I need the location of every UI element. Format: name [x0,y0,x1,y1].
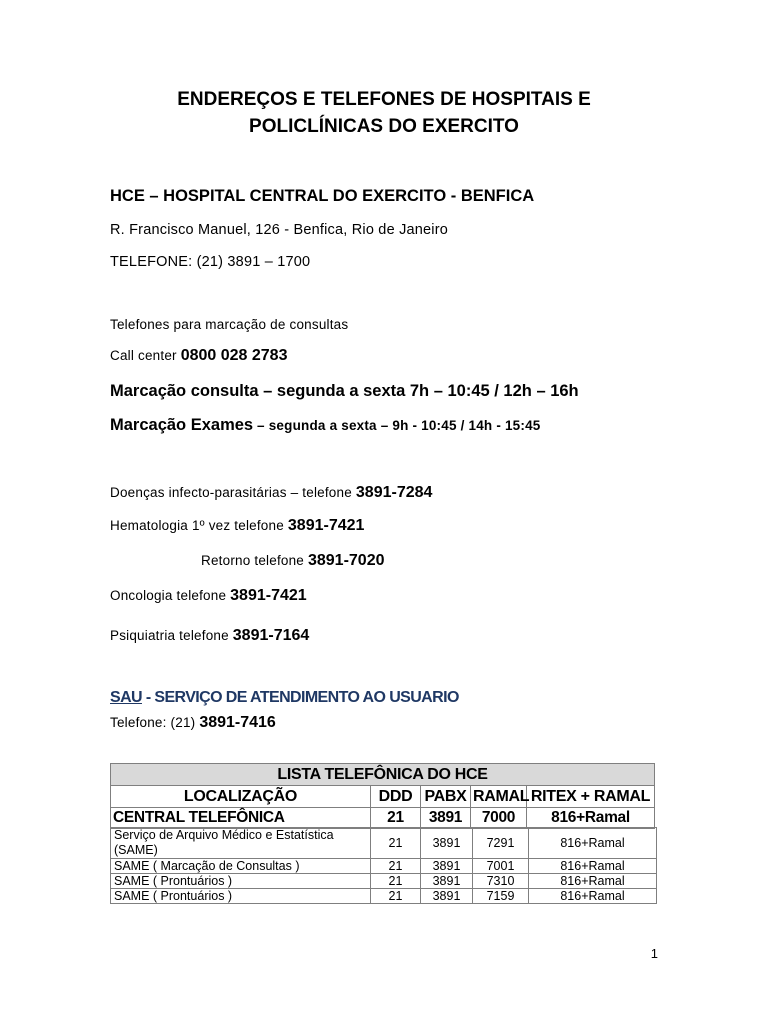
phone-label: Hematologia 1º vez telefone [110,518,288,533]
sau-telefone-number: 3891-7416 [199,714,276,731]
marcacao-consulta: Marcação consulta – segunda a sexta 7h – 10:45 / 12h – 16h [110,382,579,400]
sau-telefone-label: Telefone: (21) [110,715,200,730]
phone-number: 3891-7284 [355,484,433,501]
table-cell: 816+Ramal [529,889,657,904]
table-cell: 3891 [421,828,473,859]
table-title-row [111,764,655,786]
table-cell: 21 [371,874,421,889]
column-header: PABX [421,786,471,808]
column-header: DDD [371,786,421,808]
phone-line [201,552,385,570]
phone-label: Oncologia telefone [110,588,231,603]
call-center-number: 0800 028 2783 [180,347,288,364]
table-cell: 3891 [421,808,471,829]
hce-address: R. Francisco Manuel, 126 - Benfica, Rio de Janeiro [110,222,449,238]
table-cell: 7159 [473,889,529,904]
table-cell: 3891 [421,874,473,889]
page-number: 1 [650,946,658,961]
table-row [111,889,657,904]
column-header: RITEX + RAMAL [527,786,655,808]
table-row [111,874,657,889]
phone-label: Psiquiatria telefone [110,628,233,643]
phone-number: 3891-7421 [230,587,307,604]
phone-number: 3891-7164 [232,627,310,644]
table-cell: 21 [371,859,421,874]
table-cell: 7310 [473,874,529,889]
phone-label: Doenças infecto-parasitárias – telefone [110,485,356,500]
page-title-line-2: POLICLÍNICAS DO EXERCITO [249,116,519,137]
sau-abbr: SAU [110,689,142,706]
marcacao-exames-text: – segunda a sexta – 9h - 10:45 / 14h - 15:45 [253,418,541,433]
table-cell: CENTRAL TELEFÔNICA [111,808,371,829]
table-cell: SAME ( Marcação de Consultas ) [111,859,371,874]
table-row [111,859,657,874]
table-row-central [111,808,655,829]
phone-line [110,517,364,535]
table-cell: 3891 [421,859,473,874]
lista-telefonica-rows-table [110,827,657,904]
call-center-line [110,347,287,365]
table-cell: 21 [371,808,421,829]
column-header: RAMAL [471,786,527,808]
table-cell: 21 [371,889,421,904]
lista-telefonica-header-table [110,763,655,829]
column-header: LOCALIZAÇÃO [111,786,371,808]
phone-line [110,627,309,645]
sau-telefone-line [110,714,276,732]
table-cell: 816+Ramal [529,828,657,859]
table-cell: 7000 [471,808,527,829]
table-cell: 7001 [473,859,529,874]
table-cell: 816+Ramal [529,859,657,874]
phone-line [110,484,432,502]
table-cell: 816+Ramal [527,808,655,829]
table-title: LISTA TELEFÔNICA DO HCE [111,764,655,786]
table-cell: 7291 [473,828,529,859]
phone-line [110,587,307,605]
phone-label: Retorno telefone [201,553,308,568]
table-header-row [111,786,655,808]
table-cell: 816+Ramal [529,874,657,889]
hce-telefone: TELEFONE: (21) 3891 – 1700 [110,254,311,270]
marcacao-exames-label: Marcação Exames [110,416,254,434]
call-center-label: Call center [110,348,181,363]
marcacao-exames-line [110,416,541,435]
phone-number: 3891-7020 [307,552,385,569]
sau-rest: - SERVIÇO DE ATENDIMENTO AO USUARIO [141,689,459,706]
table-cell: SAME ( Prontuários ) [111,874,371,889]
page-title-line-1: ENDEREÇOS E TELEFONES DE HOSPITAIS E [177,89,591,110]
table-cell: SAME ( Prontuários ) [111,889,371,904]
table-row [111,828,657,859]
phone-number: 3891-7421 [287,517,365,534]
table-cell: 21 [371,828,421,859]
table-cell: 3891 [421,889,473,904]
hce-heading: HCE – HOSPITAL CENTRAL DO EXERCITO - BENFICA [110,187,535,205]
sau-heading [110,689,459,707]
table-cell: Serviço de Arquivo Médico e Estatística (SAME) [111,828,371,859]
marcacao-intro: Telefones para marcação de consultas [110,317,349,332]
